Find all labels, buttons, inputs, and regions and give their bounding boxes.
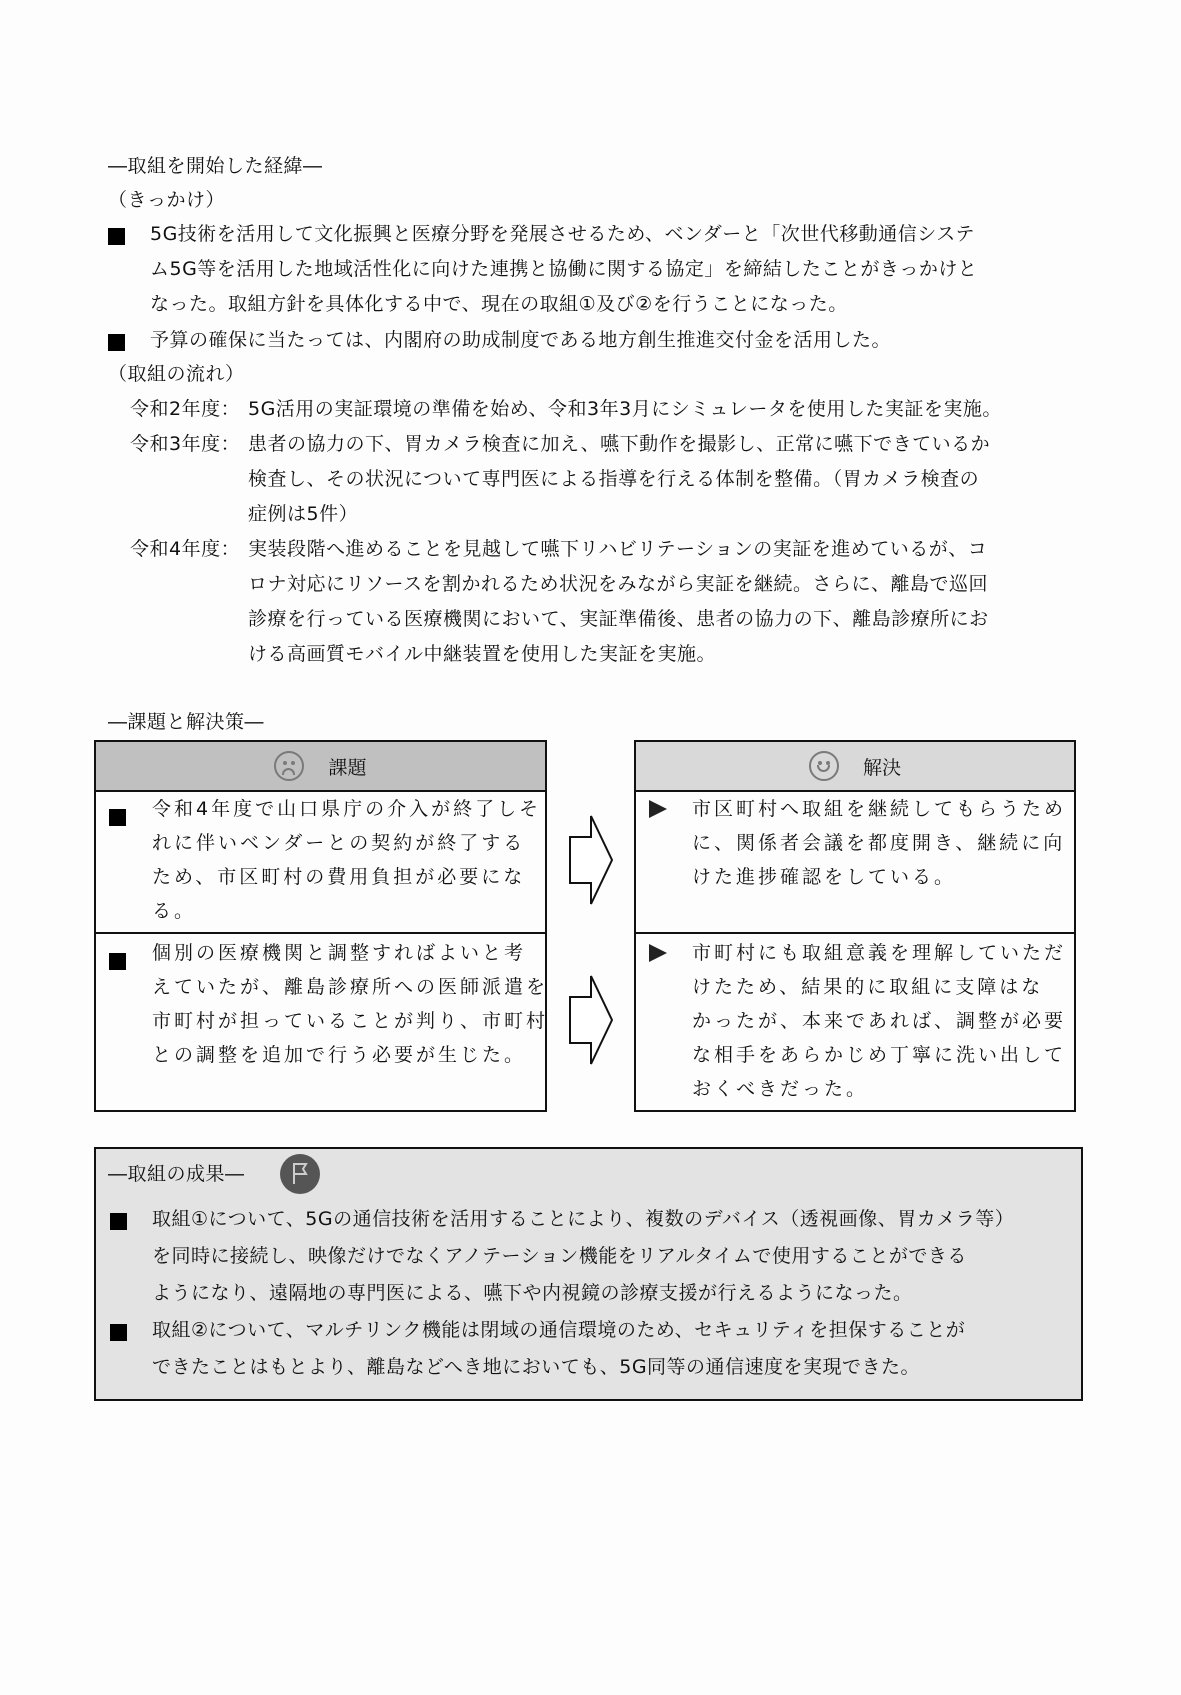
flow-r3-line-2: 検査し、その状況について専門医による指導を行える体制を整備。（胃カメラ検査の [248,468,980,490]
flow-year-r4: 令和4年度： [130,538,241,560]
solution-2-line-3: かったが、本来であれば、調整が必要 [692,1010,1067,1032]
results-bullet-1-line-3: ようになり、遠隔地の専門医による、嚥下や内視鏡の診療支援が行えるようになった。 [152,1282,913,1304]
bullet-square-icon [110,1322,127,1344]
bullet-square-icon [109,951,126,973]
flow-r2-line-1: 5G活用の実証環境の準備を始め、令和3年3月にシミュレータを使用した実証を実施。 [248,398,1002,420]
right-arrow-icon [568,814,614,906]
solution-2-line-5: おくべきだった。 [692,1078,869,1100]
solution-1-line-1: 市区町村へ取組を継続してもらうため [692,798,1067,820]
solution-header-label: 解決 [862,756,901,779]
results-heading: ―取組の成果― [108,1163,245,1185]
solution-cell-2 [636,936,1074,1106]
flow-r3-line-1: 患者の協力の下、胃カメラ検査に加え、嚥下動作を撮影し、正常に嚥下できているか [248,433,991,455]
background-bullet-1-line-1: 5G技術を活用して文化振興と医療分野を発展させるため、ベンダーと「次世代移動通信システ [150,223,975,245]
flow-r4-line-1: 実装段階へ進めることを見越して嚥下リハビリテーションの実証を進めているが、コ [248,538,988,560]
flow-r4-line-3: 診療を行っている医療機関において、実証準備後、患者の協力の下、離島診療所にお [248,608,989,630]
issue-cell-2 [96,936,549,1106]
arrowhead-bullet-icon [649,800,667,818]
flow-r4-line-4: ける高画質モバイル中継装置を使用した実証を実施。 [248,643,717,665]
right-arrow-icon [568,974,614,1066]
solution-cell-1 [636,792,1074,932]
background-bullet-1-line-2: ム5G等を活用した地域活性化に向けた連携と協働に関する協定」を締結したことがきっかけと [150,258,978,280]
issue-2-line-3: 市町村が担っていることが判り、市町村 [152,1010,549,1032]
flow-year-r3: 令和3年度： [130,433,241,455]
flow-label: （取組の流れ） [108,363,245,385]
issue-1-line-2: れに伴いベンダーとの契約が終了する [152,832,526,854]
bullet-square-icon [109,807,126,829]
flow-r3-line-3: 症例は5件） [248,503,359,525]
trigger-label: （きっかけ） [108,189,226,211]
issue-cell-1 [96,792,545,932]
flow-year-r2: 令和2年度： [130,398,241,420]
background-bullet-2-line-1: 予算の確保に当たっては、内閣府の助成制度である地方創生推進交付金を活用した。 [150,329,892,351]
background-heading: ―取組を開始した経緯― [108,155,323,177]
results-bullet-2-line-1: 取組②について、マルチリンク機能は閉域の通信環境のため、セキュリティを担保することが [152,1319,966,1341]
issue-1-line-3: ため、市区町村の費用負担が必要にな [152,866,526,888]
results-bullet-2-line-2: できたことはもとより、離島などへき地においても、5G同等の通信速度を実現できた。 [152,1356,921,1378]
solution-1-line-2: に、関係者会議を都度開き、継続に向 [692,832,1066,854]
flow-r4-line-2: ロナ対応にリソースを割かれるため状況をみながら実証を継続。さらに、離島で巡回 [248,573,989,595]
results-box [94,1147,1083,1401]
issue-1-line-4: る。 [152,900,197,922]
flag-icon [280,1154,320,1194]
bullet-square-icon [108,226,125,248]
bullet-square-icon [108,332,125,354]
issue-2-line-2: えていたが、離島診療所への医師派遣を [152,976,549,998]
issue-2-line-1: 個別の医療機関と調整すればよいと考 [152,942,527,964]
results-bullet-1-line-1: 取組①について、5Gの通信技術を活用することにより、複数のデバイス（透視画像、胃カメラ等） [152,1208,1015,1230]
row-divider [96,932,545,934]
issue-header [96,742,545,792]
issue-header-label: 課題 [328,756,367,779]
arrowhead-bullet-icon [649,944,667,962]
solution-2-line-1: 市町村にも取組意義を理解していただ [692,942,1067,964]
solution-header [636,742,1074,792]
solution-2-line-2: けたため、結果的に取組に支障はな [692,976,1044,998]
solution-1-line-3: けた進捗確認をしている。 [692,866,957,888]
issue-table [94,740,547,1112]
happy-face-icon [809,751,839,781]
row-divider [636,932,1074,934]
solution-2-line-4: な相手をあらかじめ丁寧に洗い出して [692,1044,1067,1066]
results-bullet-1-line-2: を同時に接続し、映像だけでなくアノテーション機能をリアルタイムで使用することができる [152,1245,967,1267]
solution-table [634,740,1076,1112]
issues-heading: ―課題と解決策― [108,711,265,733]
issue-1-line-1: 令和4年度で山口県庁の介入が終了しそ [152,798,542,820]
sad-face-icon [274,751,304,781]
background-bullet-1-line-3: なった。取組方針を具体化する中で、現在の取組①及び②を行うことになった。 [150,293,848,315]
bullet-square-icon [110,1211,127,1233]
issue-2-line-4: との調整を追加で行う必要が生じた。 [152,1044,527,1066]
